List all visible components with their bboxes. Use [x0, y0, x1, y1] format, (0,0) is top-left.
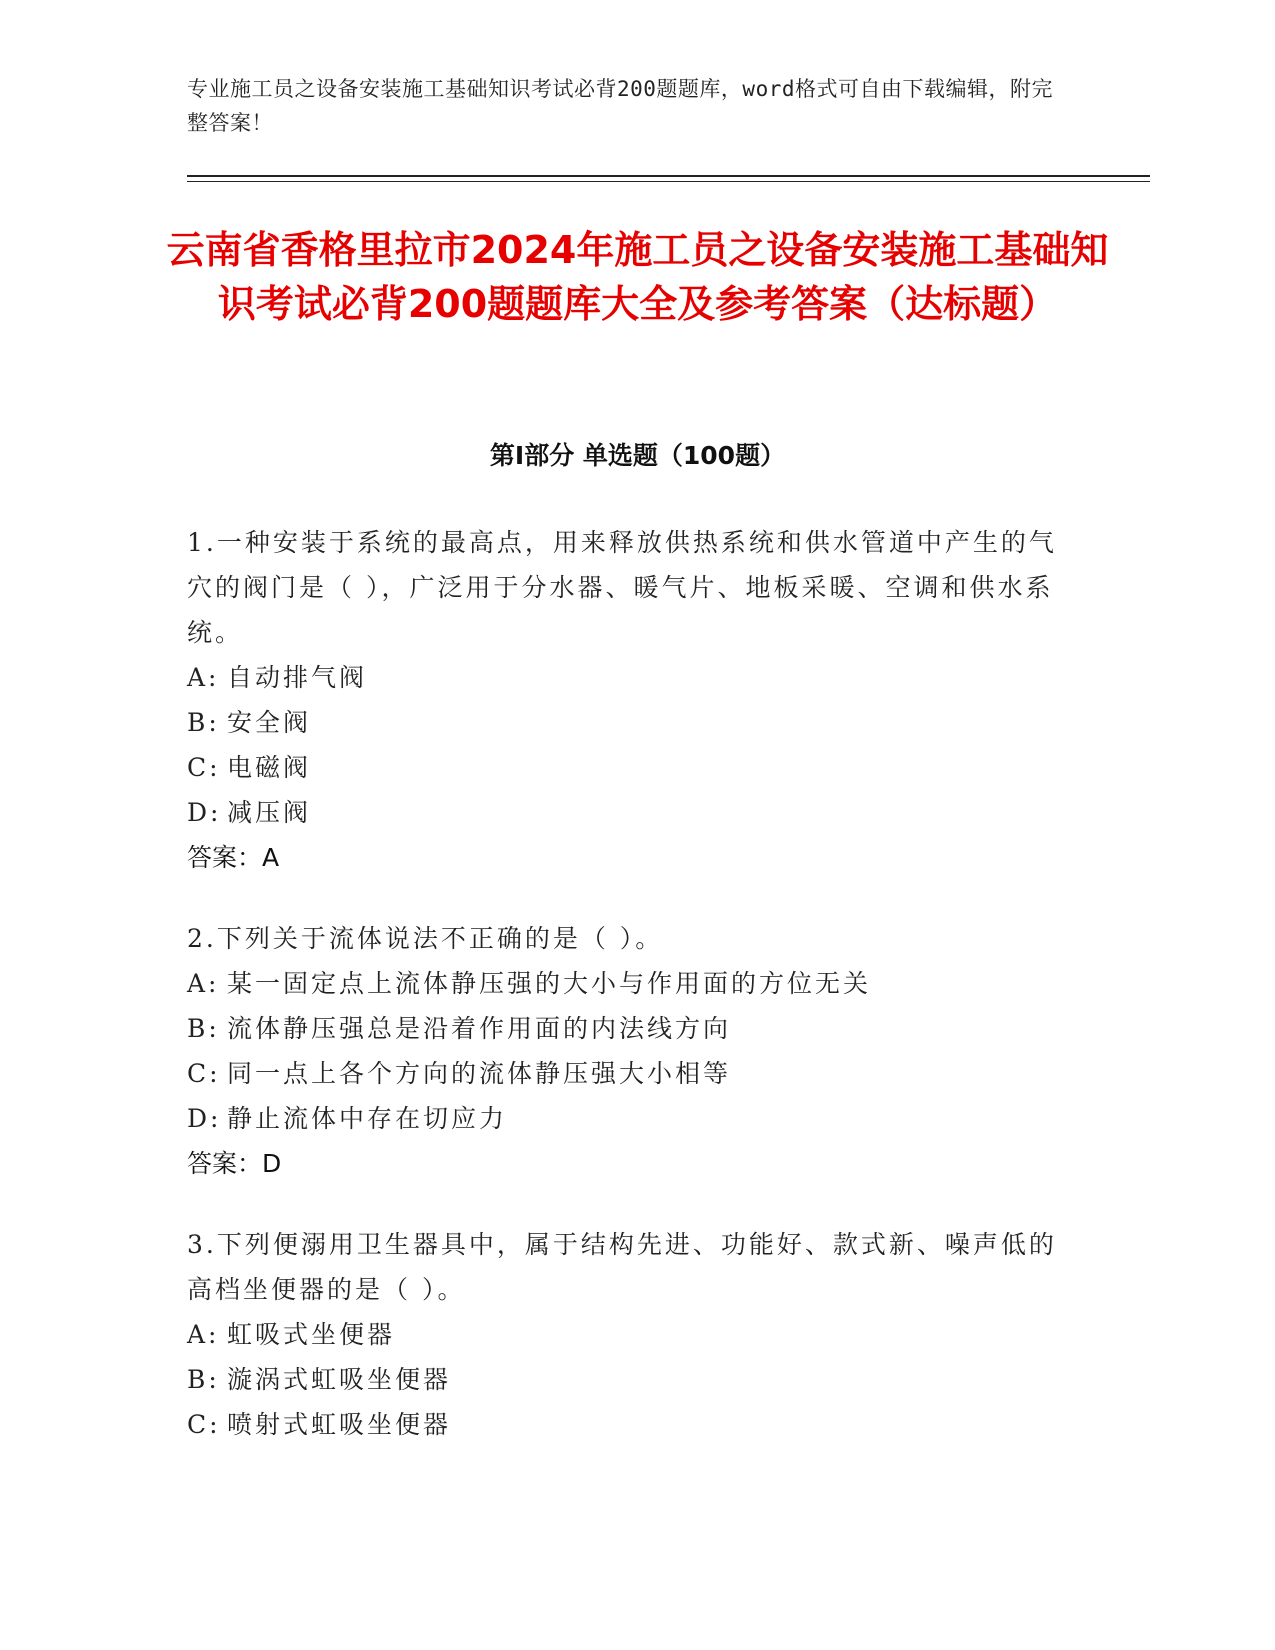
- option-text: 自动排气阀: [227, 663, 368, 692]
- question-list: [187, 520, 1072, 1483]
- question-2: [187, 916, 1072, 1186]
- option-b: [187, 1357, 1072, 1402]
- option-letter: C:: [187, 1410, 221, 1439]
- option-a: [187, 961, 1072, 1006]
- header-divider-thin: [187, 181, 1150, 182]
- option-text: 流体静压强总是沿着作用面的内法线方向: [227, 1014, 732, 1043]
- option-text: 喷射式虹吸坐便器: [227, 1410, 452, 1439]
- header-note: 专业施工员之设备安装施工基础知识考试必背200题题库，word格式可自由下载编辑，附完整答案！: [187, 77, 1053, 135]
- option-letter: B:: [187, 1014, 220, 1043]
- option-d: [187, 790, 1072, 835]
- answer: 答案：A: [187, 843, 280, 872]
- option-letter: D:: [187, 798, 222, 827]
- question-stem: 2.下列关于流体说法不正确的是（ ）。: [187, 924, 664, 953]
- option-letter: C:: [187, 1059, 221, 1088]
- option-letter: A:: [187, 969, 220, 998]
- option-a: [187, 1312, 1072, 1357]
- option-d: [187, 1096, 1072, 1141]
- option-letter: D:: [187, 1104, 222, 1133]
- option-text: 虹吸式坐便器: [227, 1320, 396, 1349]
- option-text: 减压阀: [227, 798, 312, 827]
- option-letter: C:: [187, 753, 221, 782]
- option-text: 安全阀: [227, 708, 312, 737]
- option-text: 电磁阀: [227, 753, 312, 782]
- option-b: [187, 1006, 1072, 1051]
- question-stem: 1.一种安装于系统的最高点，用来释放供热系统和供水管道中产生的气穴的阀门是（ ），广泛用于分水器、暖气片、地板采暖、空调和供水系统。: [187, 528, 1057, 647]
- option-letter: B:: [187, 1365, 220, 1394]
- answer: 答案：D: [187, 1149, 282, 1178]
- option-b: [187, 700, 1072, 745]
- option-text: 同一点上各个方向的流体静压强大小相等: [227, 1059, 732, 1088]
- question-stem: 3.下列便溺用卫生器具中，属于结构先进、功能好、款式新、噪声低的高档坐便器的是（ ）。: [187, 1230, 1057, 1304]
- option-letter: A:: [187, 663, 220, 692]
- option-c: [187, 1051, 1072, 1096]
- option-c: [187, 745, 1072, 790]
- document-title: 云南省香格里拉市2024年施工员之设备安装施工基础知识考试必背200题题库大全及参考答案（达标题）: [166, 228, 1109, 326]
- header-divider: [187, 175, 1150, 177]
- question-3: [187, 1222, 1072, 1447]
- option-text: 静止流体中存在切应力: [227, 1104, 508, 1133]
- section-title: 第Ⅰ部分 单选题（100题）: [489, 441, 786, 470]
- option-letter: B:: [187, 708, 220, 737]
- option-c: [187, 1402, 1072, 1447]
- option-text: 某一固定点上流体静压强的大小与作用面的方位无关: [227, 969, 872, 998]
- option-text: 漩涡式虹吸坐便器: [227, 1365, 452, 1394]
- question-1: [187, 520, 1072, 880]
- option-a: [187, 655, 1072, 700]
- option-letter: A:: [187, 1320, 220, 1349]
